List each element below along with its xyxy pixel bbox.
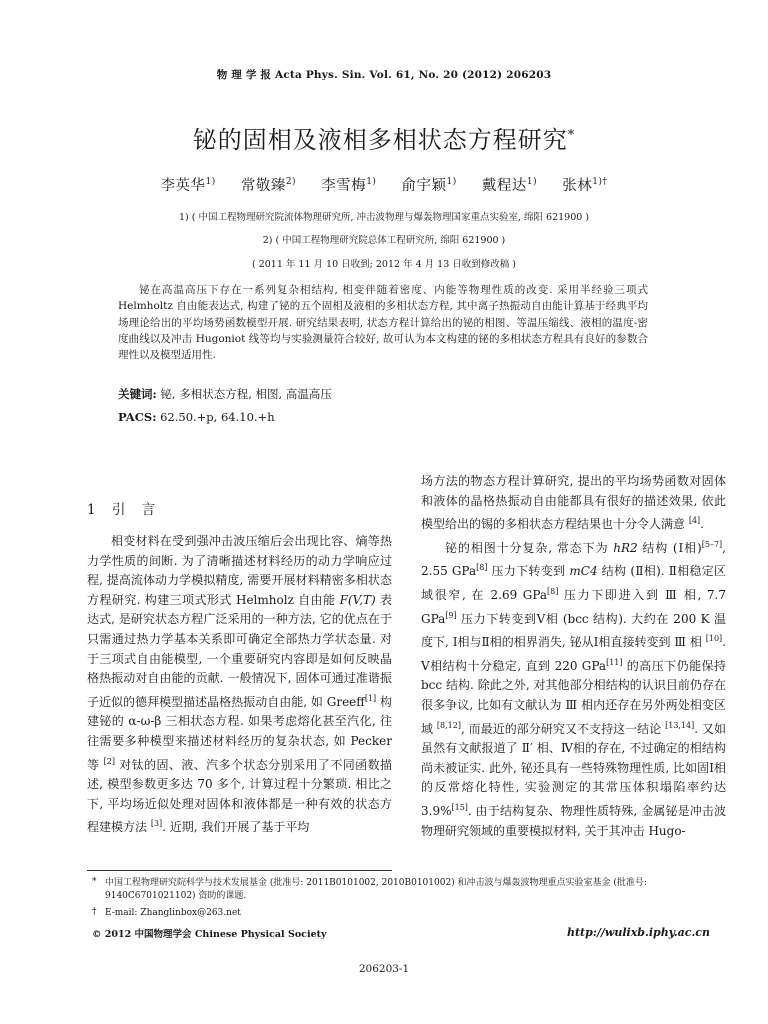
citation: [1]: [364, 693, 377, 703]
journal-url[interactable]: http://wulixb.iphy.ac.cn: [566, 926, 710, 939]
citation: [4]: [688, 516, 701, 526]
pacs-text: 62.50.+p, 64.10.+h: [160, 410, 275, 424]
citation: [3]: [150, 819, 163, 829]
affiliation-2: 2) ( 中国工程物理研究院总体工程研究所, 绵阳 621900 ): [262, 235, 506, 246]
author: 张林$^{1)\dagger}$: [562, 177, 608, 194]
pacs-label: PACS:: [118, 410, 157, 424]
left-column: [87, 532, 392, 838]
citation: [11]: [606, 657, 623, 667]
citation: [5–7]: [701, 539, 723, 549]
received-dates: ( 2011 年 11 月 10 日收到; 2012 年 4 月 13 日收到修改稿 ): [251, 259, 517, 270]
affiliation-1: 1) ( 中国工程物理研究院流体物理研究所, 冲击波物理与爆轰物理国家重点实验室, 绵阳 621900 ): [178, 212, 590, 223]
page-number: 206203-1: [358, 963, 410, 975]
pacs-codes: [118, 410, 275, 424]
author: 李英华$^{1)}$: [160, 177, 216, 194]
running-head: 物 理 学 报 Acta Phys. Sin. Vol. 61, No. 20 (2012) 206203: [216, 69, 552, 81]
author-list: [0, 174, 768, 195]
abstract: 铋在高温高压下存在一系列复杂相结构, 相变伴随着密度、内能等物理性质的改变. 采用半经验三项式 Helmholtz 自由能表达式, 构建了铋的五个固相及液相的多相状态方程, 其中离子热振动自由能计算基于经典平均场理论给出的平均场势函数模型开展. 研究结果表明, 状态方程计算给出的铋的相图、等温压缩线、液相的温度-密度曲线以及冲击 Hugoniot 线等均与实验测量符合较好, 故可认为本文构建的铋的多相状态方程具有良好的参数合理性以及模型适用性.: [118, 284, 648, 362]
body-paragraph: 铋的相图十分复杂, 常态下为 hR2 结构 (Ⅰ相)[5–7], 2.55 GPa[8] 压力下转变到 mC4 结构 (Ⅱ相). Ⅱ相稳定区域很窄, 在 2.69 GPa[8] 压力下即进入到 Ⅲ 相, 7.7 GPa[9] 压力下转变到Ⅴ相 (bcc 结构). 大约在 200 K 温度下, Ⅰ相与Ⅱ相的相界消失, 铋从Ⅰ相直接转变到 Ⅲ 相 [10]. Ⅴ相结构十分稳定, 直到 220 GPa[11] 的高压下仍能保持 bcc 结构. 除此之外, 对其他部分相结构的认识目前仍存在很多争议, 比如有文献认为 Ⅲ 相内还存在另外两处相变区域 [8,12], 而最近的部分研究又不支持这一结论 [13,14]. 又如虽然有文献报道了 Ⅱ′ 相、Ⅳ相的存在, 不过确定的相结构尚未被证实. 此外, 铋还具有一些特殊物理性质, 比如固Ⅰ相的反常熔化特性, 实验测定的其常压体积塌陷率约达 3.9%[15]. 由于结构复杂、物理性质特殊, 金属铋是冲击波物理研究领域的重要模拟材料, 关于其冲击 Hugo-: [421, 539, 727, 838]
footnote-divider: [87, 870, 392, 871]
author: 俞宇颖$^{1)}$: [401, 177, 457, 194]
keywords-label: 关键词:: [118, 387, 157, 401]
footnote-mark: *: [92, 877, 97, 887]
section-heading: 1 引 言: [87, 502, 162, 518]
intro-paragraph: 相变材料在受到强冲击波压缩后会出现比容、熵等热力学性质的间断. 为了清晰描述材料经历的动力学响应过程, 提高流体动力学模拟精度, 需要开展材料精密多相状态方程研究. 构建三项式形式 Helmholz 自由能 F(V,T) 表达式, 是研究状态方程广泛采用的一种方法, 它的优点在于只需通过热力学基本关系即可确定全部热力学状态量. 对于三项式自由能模型, 一个重要研究内容即是如何反映晶格热振动对自由能的贡献. 一般情况下, 固体可通过准谐振子近似的德拜模型描述晶格热振动自由能, 如 Greeff[1] 构建铋的 α-ω-β 三相状态方程. 如果考虑熔化甚至汽化, 往往需要多种模型来描述材料经历的复杂状态, 如 Pecker 等 [2] 对钛的固、液、汽多个状态分别采用了不同函数描述, 模型参数更多达 70 多个, 计算过程十分繁琐. 相比之下, 平均场近似处理对固体和液体都是一种有效的状态方程建模方法 [3]. 近期, 我们开展了基于平均: [87, 534, 392, 835]
copyright: © 2012 中国物理学会 Chinese Physical Society: [92, 929, 327, 940]
author: 戴程达$^{1)}$: [481, 177, 538, 194]
title-footnote-mark: *: [567, 128, 576, 143]
keywords: [118, 386, 332, 402]
author: 李雪梅$^{1)}$: [321, 177, 377, 194]
email-footnote: E-mail: Zhanglinbox@263.net: [105, 908, 241, 918]
body-paragraph: 场方法的物态方程计算研究, 提出的平均场势函数对固体和液体的晶格热振动自由能都具有很好的描述效果, 依此模型给出的锡的多相状态方程结果也十分令人满意 [4].: [421, 474, 726, 532]
citation: [10]: [705, 634, 723, 644]
citation: [8]: [476, 563, 488, 573]
keywords-text: 铋, 多相状态方程, 相图, 高温高压: [160, 387, 332, 401]
funding-footnote: 中国工程物理研究院科学与技术发展基金 (批准号: 2011B0101002, 2010B0101002) 和冲击波与爆轰波物理重点实验室基金 (批准号: 9140C6701021102) 资助的课题.: [105, 878, 647, 901]
paper-title: [0, 120, 768, 155]
citation: [13,14]: [665, 720, 695, 730]
citation: [8,12]: [436, 720, 461, 730]
citation: [9]: [445, 610, 457, 620]
right-column: [421, 472, 726, 841]
citation: [8]: [547, 586, 559, 596]
title-text: 铋的固相及液相多相状态方程研究: [192, 126, 568, 154]
citation: [2]: [103, 756, 115, 766]
author: 常敬臻$^{2)}$: [240, 177, 297, 194]
citation: [15]: [451, 802, 468, 812]
footnote-mark: †: [92, 907, 97, 917]
